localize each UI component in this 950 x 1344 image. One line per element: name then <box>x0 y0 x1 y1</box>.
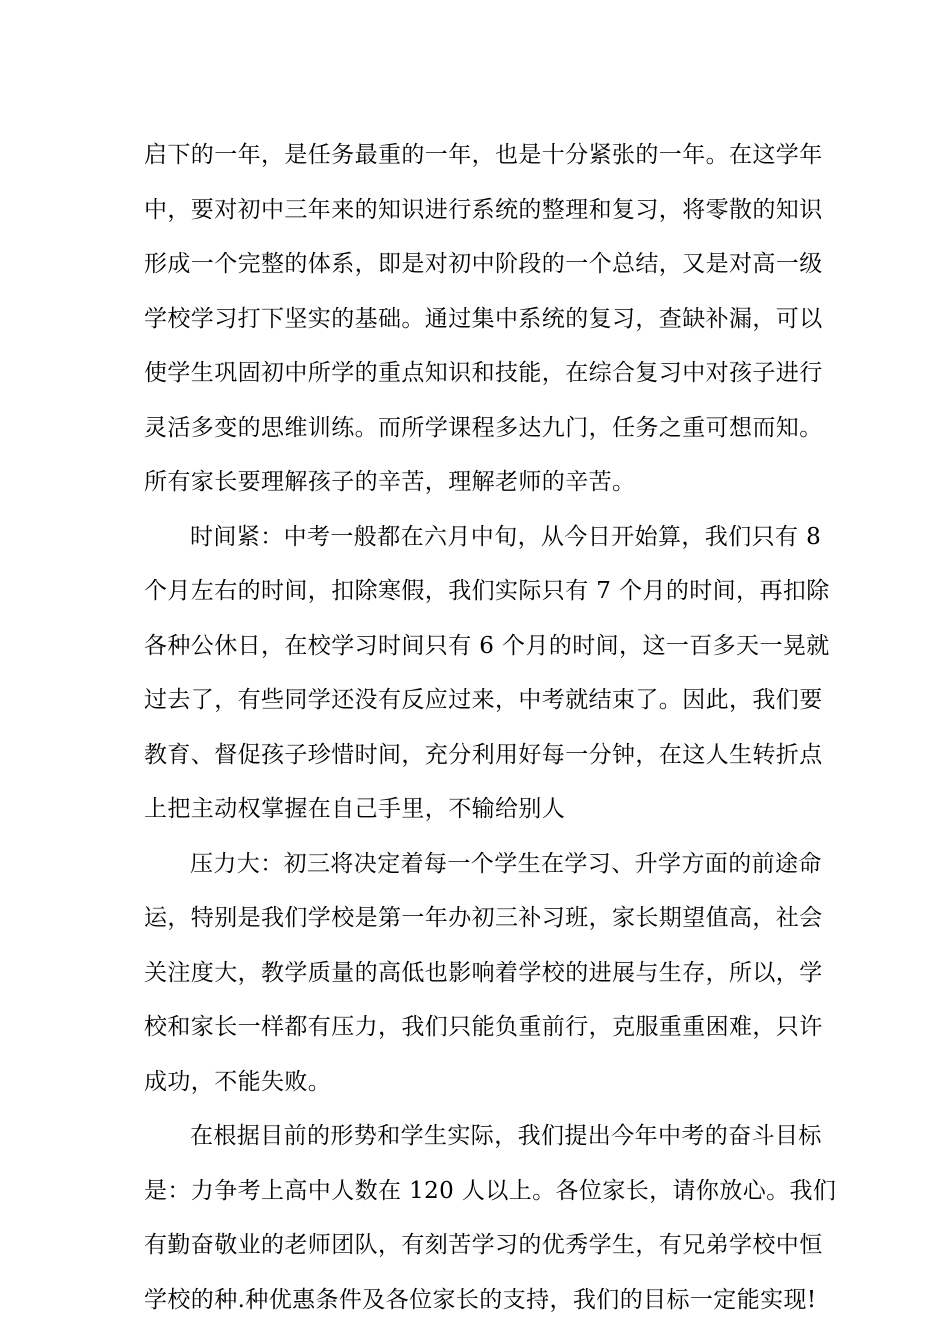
text-line: 学校的种.种优惠条件及各位家长的支持，我们的目标一定能实现! <box>144 1286 817 1313</box>
document-body <box>144 128 837 1327</box>
text-line: 各种公休日，在校学习时间只有 6 个月的时间，这一百多天一晃就 <box>144 632 830 659</box>
text-line: 压力大：初三将决定着每一个学生在学习、升学方面的前途命 <box>190 850 822 877</box>
text-line: 中，要对初中三年来的知识进行系统的整理和复习，将零散的知识 <box>144 196 823 223</box>
text-line: 教育、督促孩子珍惜时间，充分利用好每一分钟，在这人生转折点 <box>144 741 823 768</box>
paragraph-pressure <box>144 837 823 1110</box>
text-line: 所有家长要理解孩子的辛苦，理解老师的辛苦。 <box>144 469 636 495</box>
text-line: 形成一个完整的体系，即是对初中阶段的一个总结，又是对高一级 <box>144 251 823 277</box>
text-line: 启下的一年，是任务最重的一年，也是十分紧张的一年。在这学年 <box>144 142 823 168</box>
text-line: 校和家长一样都有压力，我们只能负重前行，克服重重困难，只许 <box>144 1014 823 1040</box>
text-line: 灵活多变的思维训练。而所学课程多达九门，任务之重可想而知。 <box>144 414 823 441</box>
text-line: 成功，不能失败。 <box>144 1068 332 1095</box>
text-line: 个月左右的时间，扣除寒假，我们实际只有 7 个月的时间，再扣除 <box>144 578 830 604</box>
paragraph-time-tight <box>144 510 830 837</box>
text-line: 学校学习打下坚实的基础。通过集中系统的复习，查缺补漏，可以 <box>144 305 823 332</box>
text-line: 使学生巩固初中所学的重点知识和技能，在综合复习中对孩子进行 <box>144 360 823 386</box>
text-line: 是：力争考上高中人数在 120 人以上。各位家长，请你放心。我们 <box>144 1177 837 1204</box>
text-line: 关注度大，教学质量的高低也影响着学校的进展与生存，所以，学 <box>144 959 823 986</box>
text-line: 时间紧：中考一般都在六月中旬，从今日开始算，我们只有 8 <box>190 523 822 550</box>
text-line: 上把主动权掌握在自己手里，不输给别人 <box>144 796 566 822</box>
text-line: 过去了，有些同学还没有反应过来，中考就结束了。因此，我们要 <box>144 687 823 713</box>
text-line: 运，特别是我们学校是第一年办初三补习班，家长期望值高，社会 <box>144 905 823 931</box>
paragraph-goal <box>144 1109 837 1327</box>
paragraph-continuation <box>144 128 823 510</box>
text-line: 在根据目前的形势和学生实际，我们提出今年中考的奋斗目标 <box>190 1123 822 1149</box>
text-line: 有勤奋敬业的老师团队，有刻苦学习的优秀学生，有兄弟学校中恒 <box>144 1232 823 1258</box>
